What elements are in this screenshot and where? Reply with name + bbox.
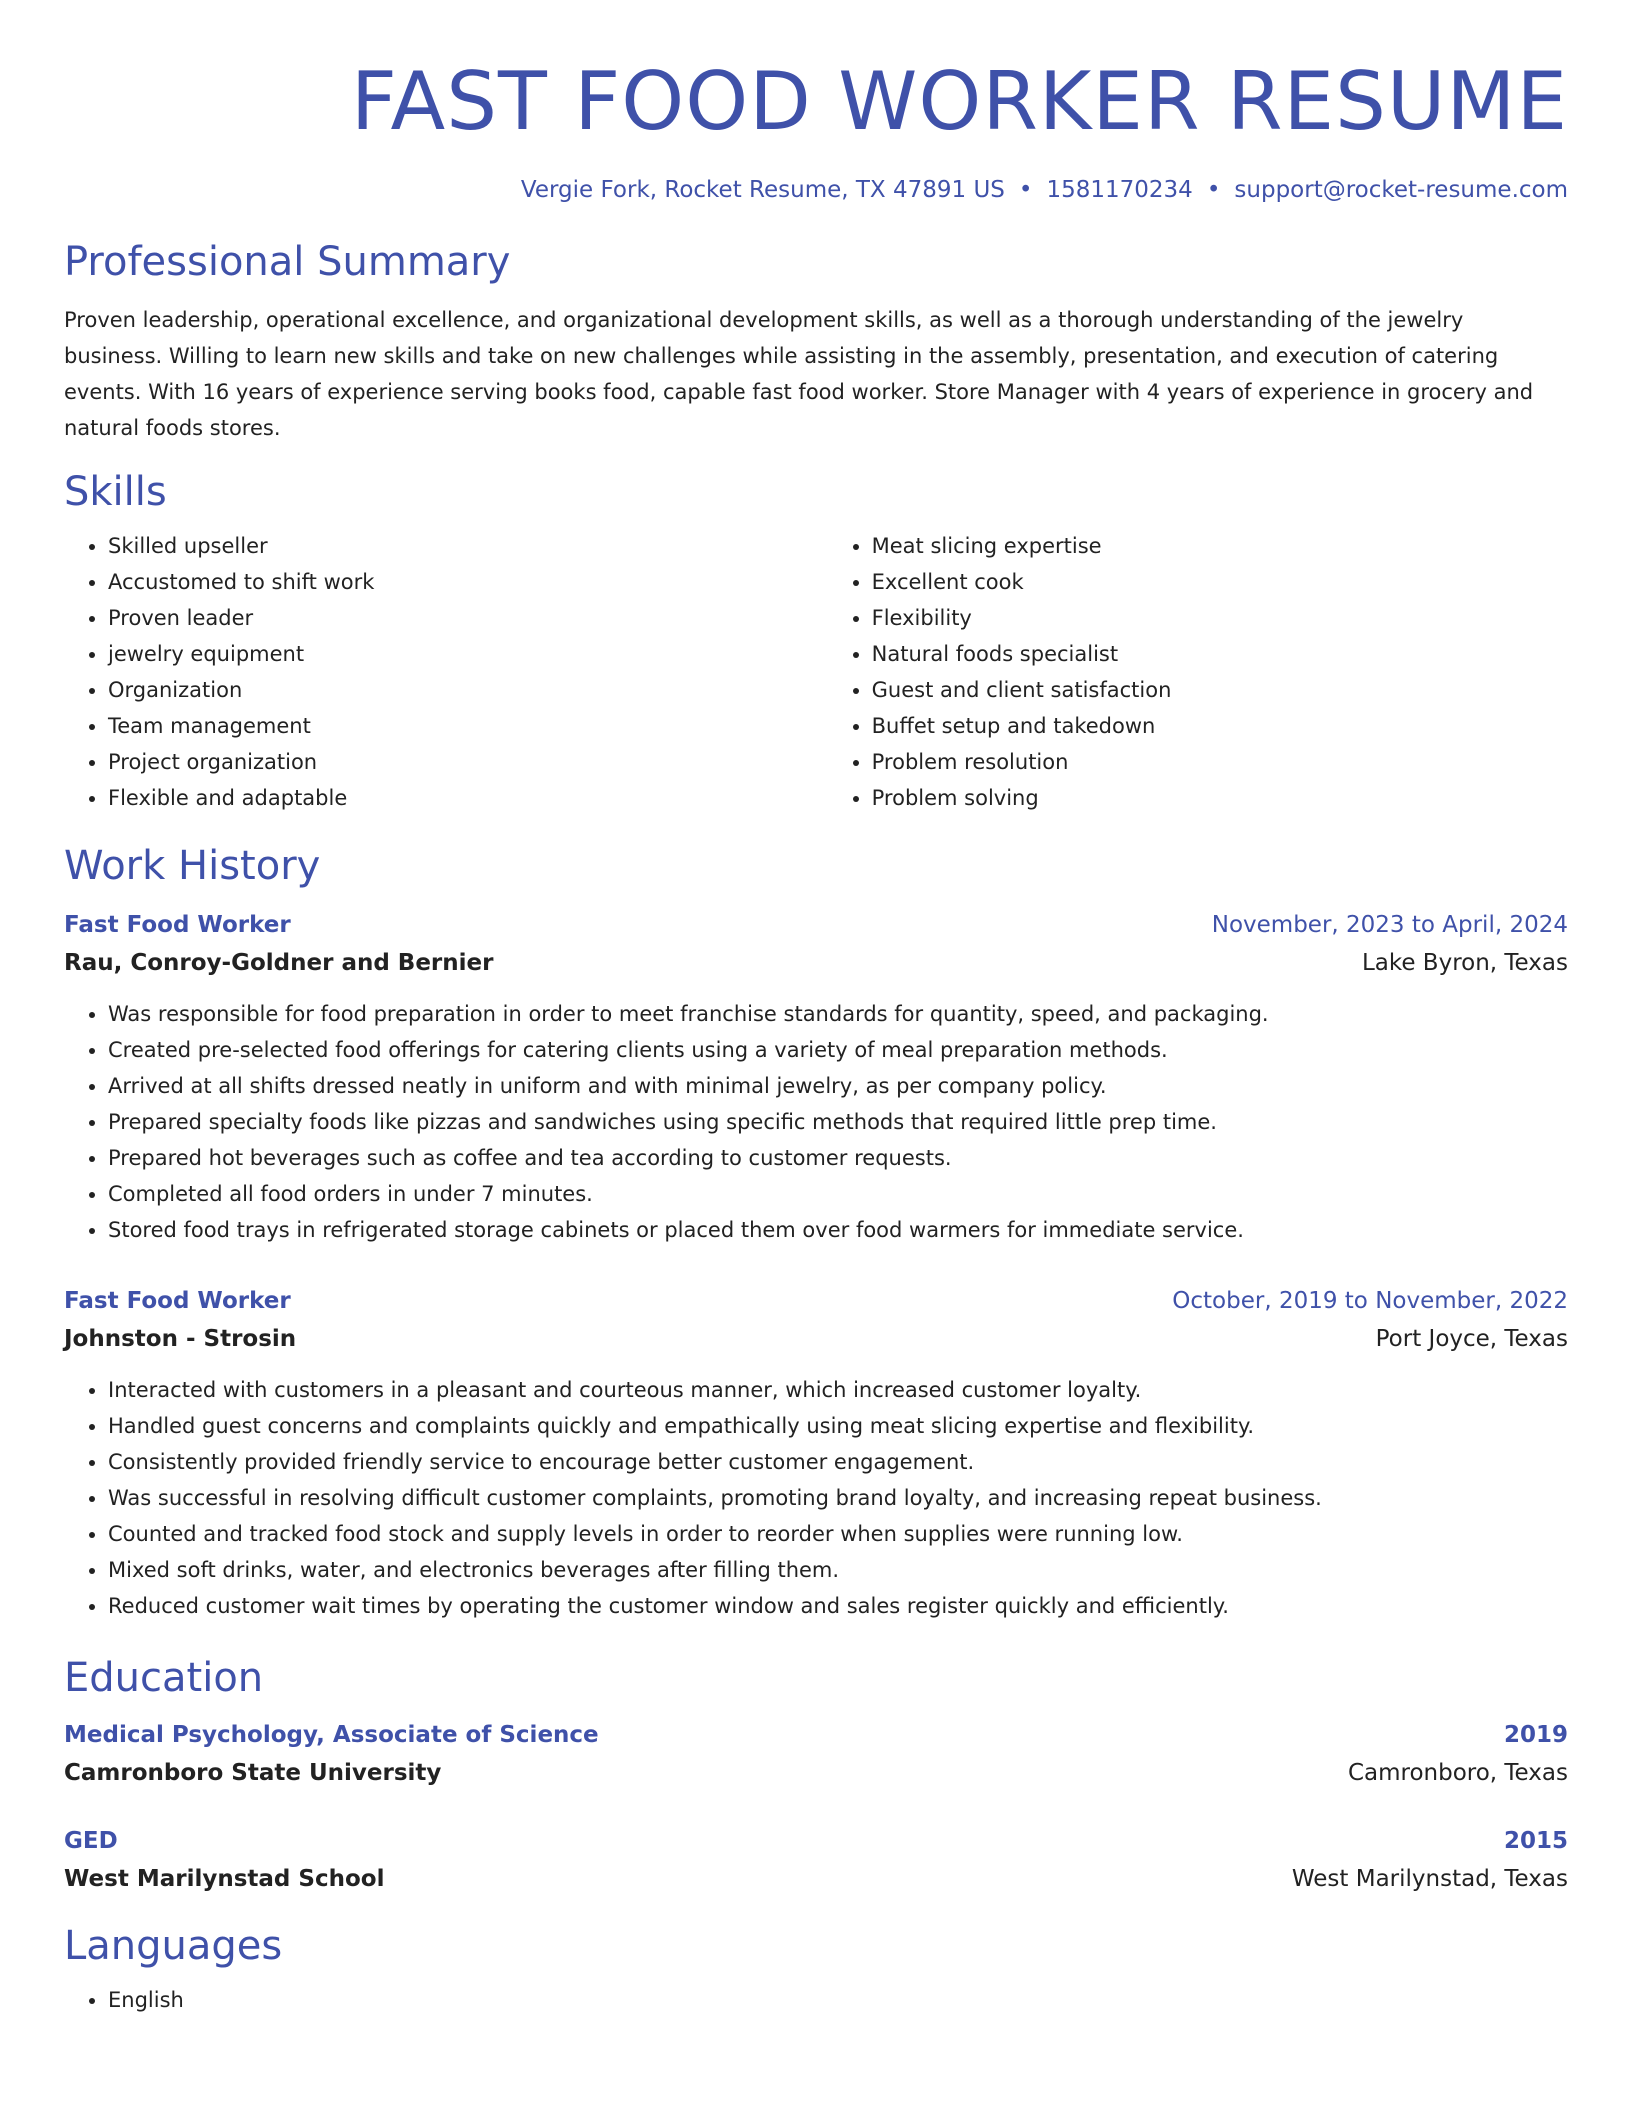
languages-section <box>64 1920 1568 2018</box>
job-company: Rau, Conroy-Goldner and Bernier <box>64 950 494 976</box>
education-location: Camronboro, Texas <box>1347 1760 1568 1786</box>
skill-item: • Guest and client satisfaction <box>872 672 1568 708</box>
skills-grid <box>64 528 1568 816</box>
education-degree: GED <box>64 1828 118 1854</box>
job-bullet: • Created pre-selected food offerings for catering clients using a variety of meal preparation methods. <box>108 1032 1568 1068</box>
job-entry <box>64 1282 1568 1624</box>
job-bullet: • Prepared specialty foods like pizzas and sandwiches using specific methods that required little prep time. <box>108 1104 1568 1140</box>
contact-phone: 1581170234 <box>1046 177 1193 203</box>
skill-item: • Organization <box>108 672 828 708</box>
job-subheader <box>64 944 1568 982</box>
job-location: Port Joyce, Texas <box>1375 1326 1568 1352</box>
skills-section <box>64 466 1568 816</box>
job-bullet: • Stored food trays in refrigerated storage cabinets or placed them over food warmers for immediate service. <box>108 1212 1568 1248</box>
professional-summary-section <box>64 236 1568 446</box>
job-bullet: • Arrived at all shifts dressed neatly in uniform and with minimal jewelry, as per company policy. <box>108 1068 1568 1104</box>
skill-item: • Skilled upseller <box>108 528 828 564</box>
skill-item: • Flexible and adaptable <box>108 780 828 816</box>
job-bullet: • Counted and tracked food stock and supply levels in order to reorder when supplies were running low. <box>108 1516 1568 1552</box>
job-dates: October, 2019 to November, 2022 <box>1172 1288 1568 1314</box>
education-location: West Marilynstad, Texas <box>1291 1866 1568 1892</box>
skill-item: • Buffet setup and takedown <box>872 708 1568 744</box>
section-title-languages: Languages <box>64 1923 283 1969</box>
contact-email: support@rocket-resume.com <box>1234 177 1568 203</box>
job-company: Johnston - Strosin <box>64 1326 297 1352</box>
job-bullet: • Consistently provided friendly service to encourage better customer engagement. <box>108 1444 1568 1480</box>
section-title-summary: Professional Summary <box>64 239 511 285</box>
language-item: • English <box>108 1982 1568 2018</box>
skills-column-left <box>64 528 828 816</box>
resume-title: FAST FOOD WORKER RESUME <box>350 55 1568 148</box>
job-header <box>64 1282 1568 1320</box>
skill-item: • Meat slicing expertise <box>872 528 1568 564</box>
education-entry <box>64 1716 1568 1792</box>
section-title-education: Education <box>64 1655 264 1701</box>
skill-item: • Flexibility <box>872 600 1568 636</box>
skill-item: • Accustomed to shift work <box>108 564 828 600</box>
job-bullet: • Reduced customer wait times by operating the customer window and sales register quickly and efficiently. <box>108 1588 1568 1624</box>
job-bullet: • Interacted with customers in a pleasant and courteous manner, which increased customer loyalty. <box>108 1372 1568 1408</box>
education-school: West Marilynstad School <box>64 1866 385 1892</box>
education-section <box>64 1652 1568 1898</box>
education-subheader <box>64 1860 1568 1898</box>
job-role: Fast Food Worker <box>64 912 291 938</box>
skill-item: • Natural foods specialist <box>872 636 1568 672</box>
skill-item: • Project organization <box>108 744 828 780</box>
skill-item: • Problem resolution <box>872 744 1568 780</box>
skill-item: • Team management <box>108 708 828 744</box>
contact-address: Vergie Fork, Rocket Resume, TX 47891 US <box>520 177 1005 203</box>
job-bullet: • Mixed soft drinks, water, and electronics beverages after filling them. <box>108 1552 1568 1588</box>
section-title-work: Work History <box>64 843 321 889</box>
education-year: 2019 <box>1503 1722 1568 1748</box>
work-history-section <box>64 840 1568 1624</box>
job-subheader <box>64 1320 1568 1358</box>
education-year: 2015 <box>1503 1828 1568 1854</box>
job-bullet: • Was responsible for food preparation in order to meet franchise standards for quantity, speed, and packaging. <box>108 996 1568 1032</box>
education-school: Camronboro State University <box>64 1760 442 1786</box>
job-role: Fast Food Worker <box>64 1288 291 1314</box>
skill-item: • Proven leader <box>108 600 828 636</box>
skill-item: • jewelry equipment <box>108 636 828 672</box>
job-header <box>64 906 1568 944</box>
job-bullet: • Was successful in resolving difficult customer complaints, promoting brand loyalty, and increasing repeat business. <box>108 1480 1568 1516</box>
skill-item: • Excellent cook <box>872 564 1568 600</box>
resume-page <box>64 0 1568 2018</box>
languages-list <box>64 1982 1568 2018</box>
job-location: Lake Byron, Texas <box>1361 950 1568 976</box>
job-entry <box>64 906 1568 1248</box>
education-subheader <box>64 1754 1568 1792</box>
education-entry <box>64 1822 1568 1898</box>
summary-text: Proven leadership, operational excellence, and organizational development skills, as well as a thorough understanding of the jewelry business. Willing to learn new skills and take on new challenges while assisting in the assembly, presentation, and execution of catering events. With 16 years of experience serving books food, capable fast food worker. Store Manager with 4 years of experience in grocery and natural foods stores. <box>64 308 1534 440</box>
skills-column-right <box>828 528 1568 816</box>
job-bullets <box>64 1372 1568 1624</box>
education-header <box>64 1822 1568 1860</box>
education-degree: Medical Psychology, Associate of Science <box>64 1722 599 1748</box>
job-bullet: • Handled guest concerns and complaints quickly and empathically using meat slicing expertise and flexibility. <box>108 1408 1568 1444</box>
job-bullet: • Prepared hot beverages such as coffee and tea according to customer requests. <box>108 1140 1568 1176</box>
contact-separator: • <box>1018 177 1033 203</box>
education-header <box>64 1716 1568 1754</box>
contact-separator: • <box>1206 177 1221 203</box>
skill-item: • Problem solving <box>872 780 1568 816</box>
contact-line <box>64 174 1568 206</box>
job-dates: November, 2023 to April, 2024 <box>1211 912 1568 938</box>
section-title-skills: Skills <box>64 469 167 515</box>
job-bullets <box>64 996 1568 1248</box>
job-bullet: • Completed all food orders in under 7 minutes. <box>108 1176 1568 1212</box>
